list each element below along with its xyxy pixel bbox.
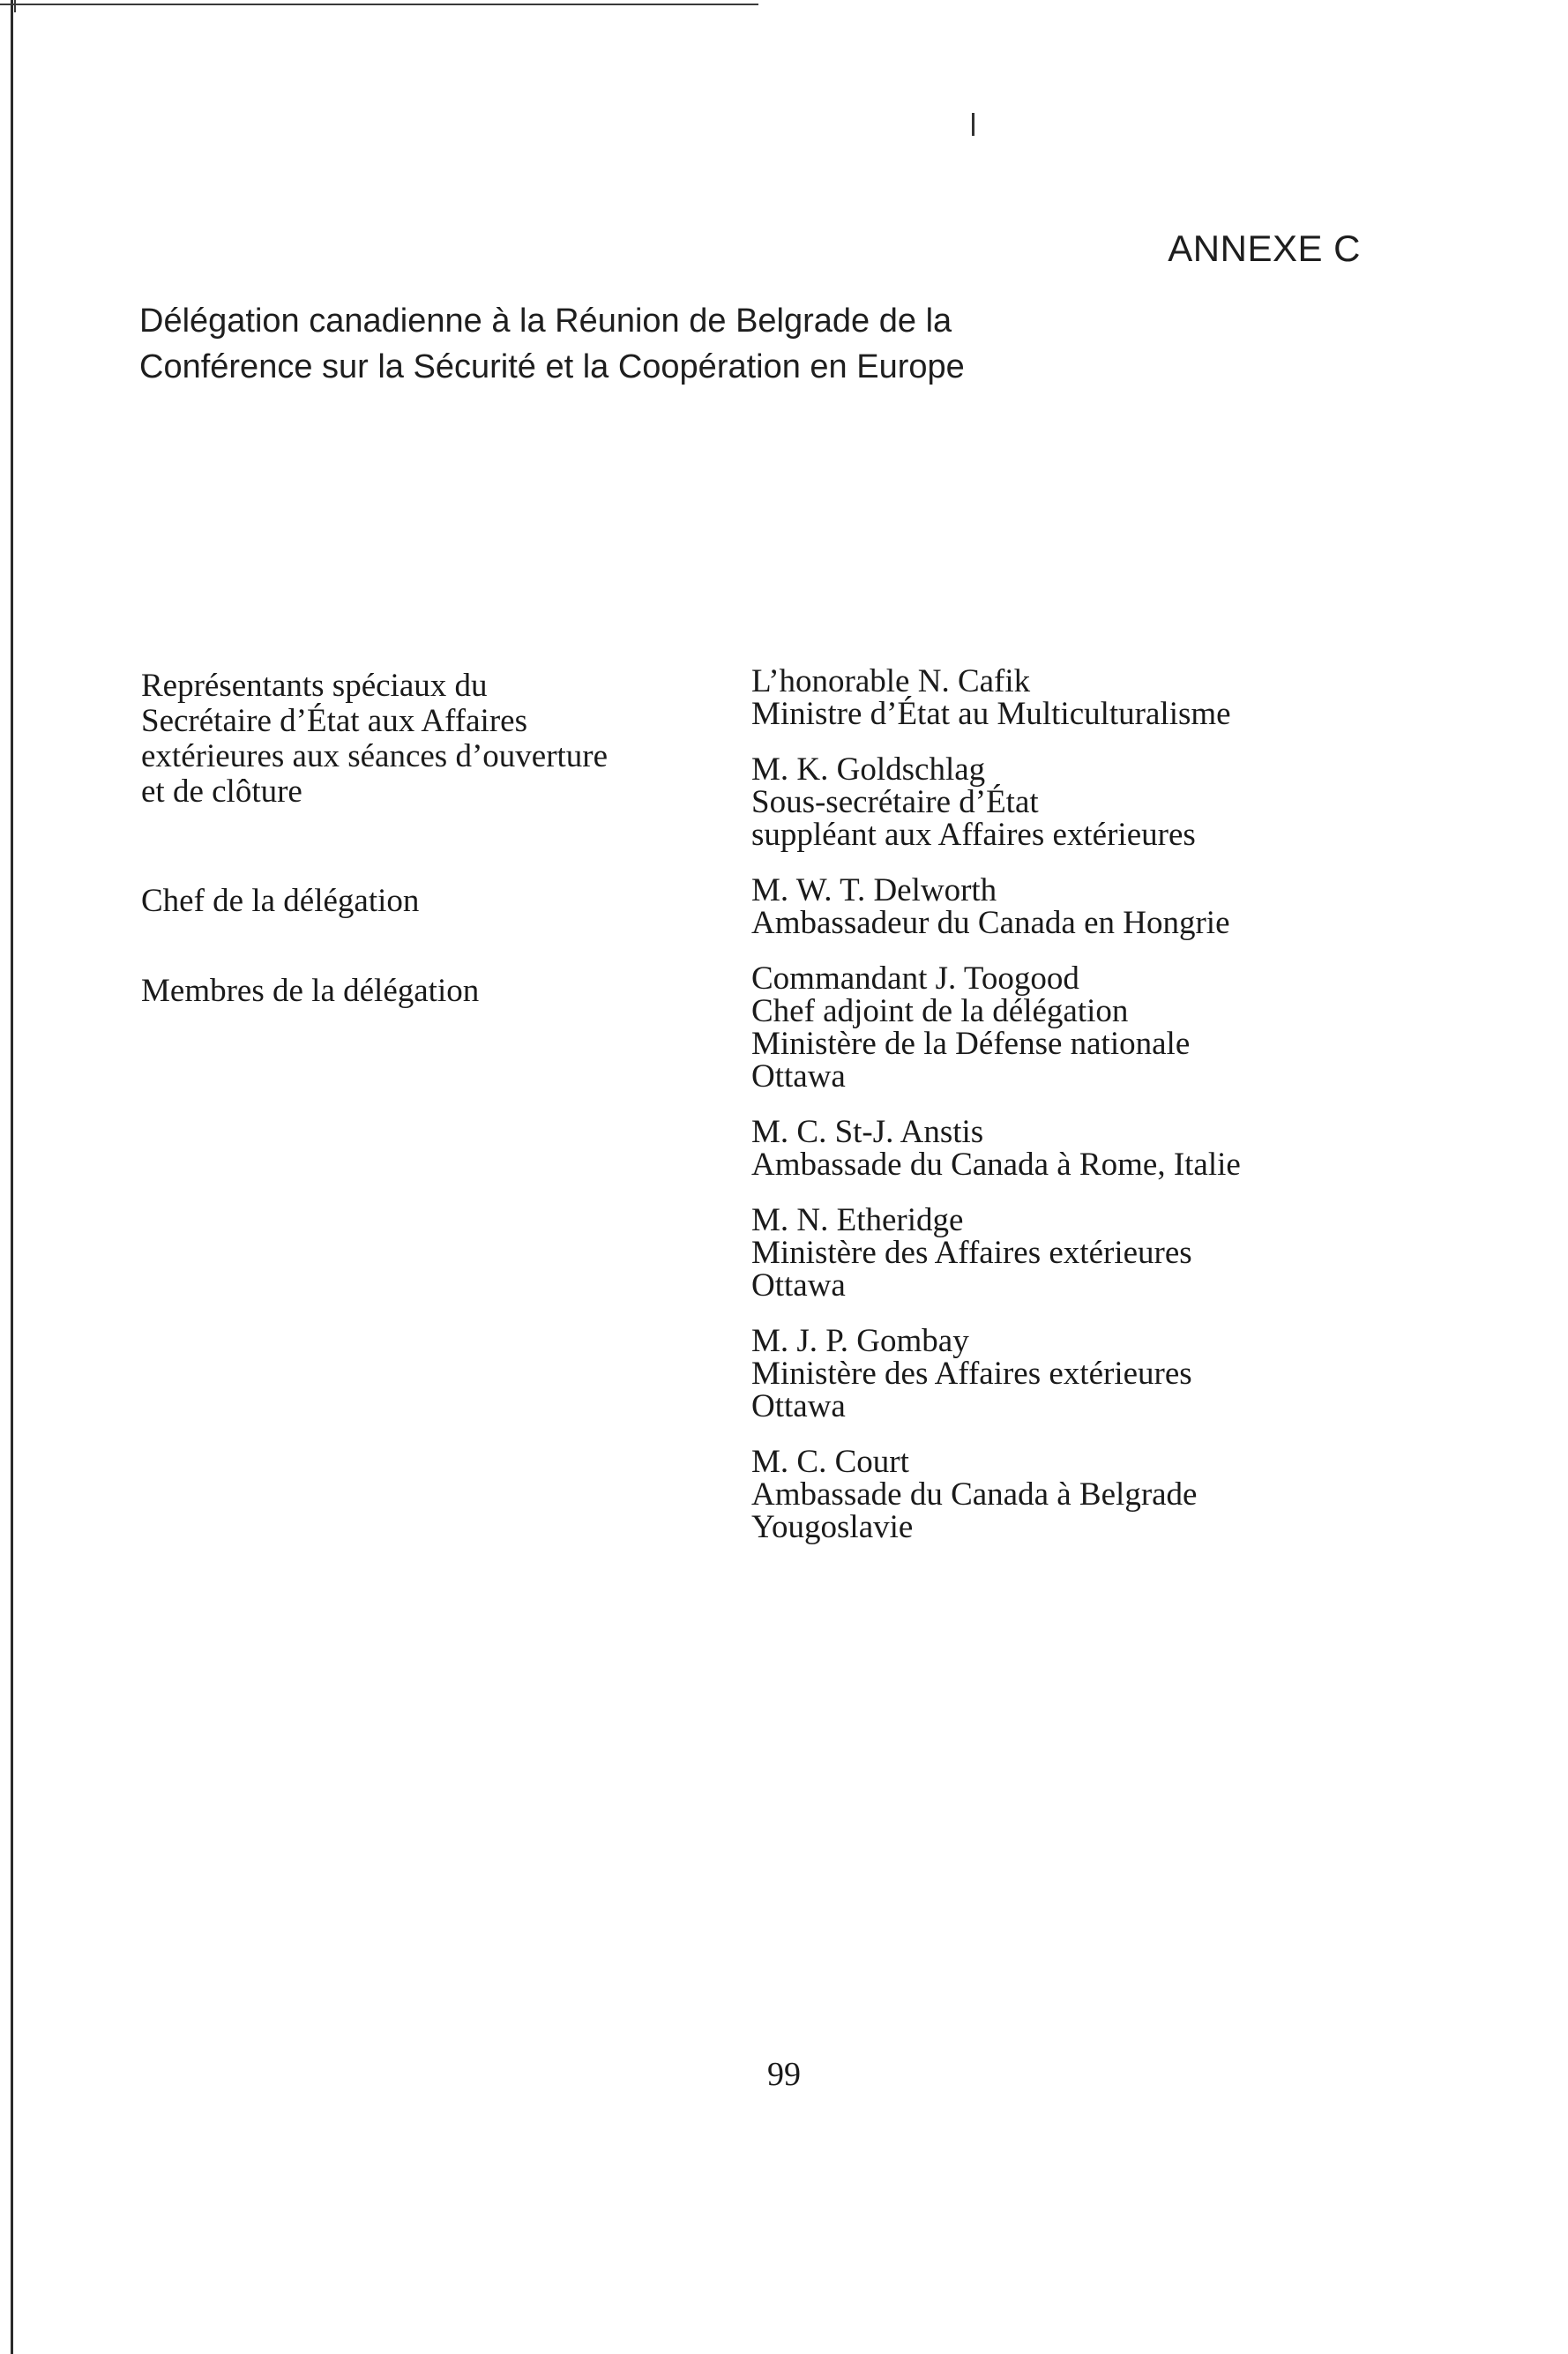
role-line: extérieures aux séances d’ouverture	[141, 738, 609, 774]
corner-tick	[0, 0, 16, 12]
page-number: 99	[767, 2056, 801, 2093]
stray-mark	[972, 113, 974, 136]
role-line: et de clôture	[141, 773, 302, 810]
delegate-list	[751, 665, 1527, 1566]
delegate-entry	[751, 1204, 1527, 1302]
title-line-1: Délégation canadienne à la Réunion de Belgrade de la	[139, 303, 952, 340]
top-edge-line	[0, 4, 758, 5]
delegate-entry	[751, 1116, 1527, 1181]
annex-label: ANNEXE C	[1168, 228, 1361, 269]
delegate-name: M. J. P. Gombay	[751, 1323, 969, 1359]
delegate-detail: Ministère des Affaires extérieures	[751, 1356, 1192, 1392]
delegate-entry	[751, 1325, 1527, 1423]
delegate-detail: Ministre d’État au Multiculturalisme	[751, 696, 1231, 732]
delegate-detail: Ministère des Affaires extérieures	[751, 1235, 1192, 1271]
binding-edge-line	[11, 0, 13, 2354]
role-special-representatives	[141, 669, 723, 810]
delegate-detail: Sous-secrétaire d’État	[751, 784, 1039, 820]
delegate-name: M. C. Court	[751, 1444, 909, 1480]
delegate-detail: Ambassadeur du Canada en Hongrie	[751, 905, 1230, 941]
role-line: Secrétaire d’État aux Affaires	[141, 703, 527, 739]
delegate-detail: Ottawa	[751, 1388, 846, 1424]
delegate-name: M. N. Etheridge	[751, 1202, 964, 1238]
delegate-entry	[751, 753, 1527, 851]
role-delegation-members: Membres de la délégation	[141, 973, 480, 1009]
delegate-detail: Ambassade du Canada à Rome, Italie	[751, 1147, 1241, 1183]
title-line-2: Conférence sur la Sécurité et la Coopération en Europe	[139, 348, 965, 385]
delegate-detail: Chef adjoint de la délégation	[751, 993, 1129, 1029]
delegate-entry	[751, 874, 1527, 939]
delegate-name: M. K. Goldschlag	[751, 751, 986, 788]
delegate-detail: Yougoslavie	[751, 1509, 914, 1545]
role-head-of-delegation: Chef de la délégation	[141, 883, 420, 919]
delegate-entry	[751, 1446, 1527, 1543]
role-line: Représentants spéciaux du	[141, 668, 488, 704]
page-title	[139, 298, 965, 390]
delegate-detail: suppléant aux Affaires extérieures	[751, 817, 1196, 853]
delegate-name: M. W. T. Delworth	[751, 872, 997, 908]
delegate-detail: Ministère de la Défense nationale	[751, 1026, 1191, 1062]
delegate-name: L’honorable N. Cafik	[751, 663, 1031, 699]
delegate-entry	[751, 665, 1527, 730]
delegate-name: M. C. St-J. Anstis	[751, 1114, 984, 1150]
delegate-name: Commandant J. Toogood	[751, 960, 1079, 997]
delegate-detail: Ottawa	[751, 1058, 846, 1095]
delegate-detail: Ottawa	[751, 1267, 846, 1304]
delegate-detail: Ambassade du Canada à Belgrade	[751, 1476, 1198, 1513]
delegate-entry	[751, 962, 1527, 1093]
